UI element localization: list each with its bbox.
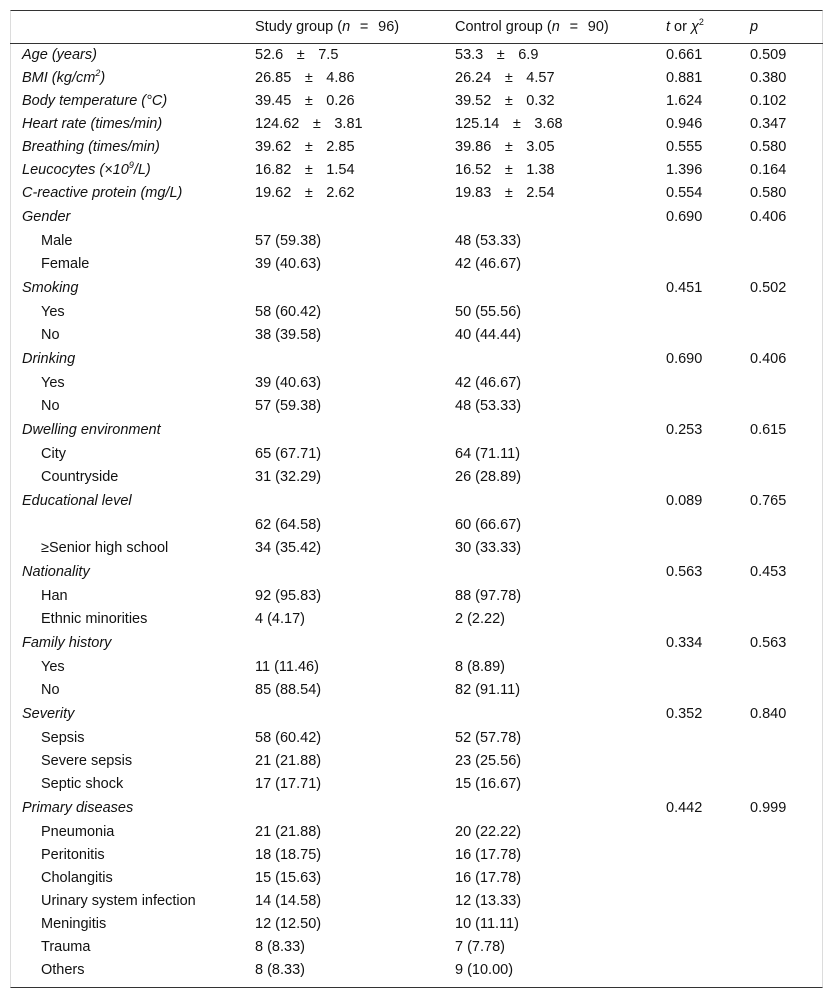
group-label: Smoking: [22, 280, 79, 296]
control-value: [455, 702, 666, 727]
control-value: 42 (46.67): [455, 375, 522, 391]
statistic-value: 0.451: [666, 280, 703, 296]
p-value: 0.999: [750, 800, 787, 816]
p-value: 0.102: [750, 93, 787, 109]
row-label: Severe sepsis: [41, 753, 133, 769]
control-value: 50 (55.56): [455, 304, 522, 320]
row-label: ≥Senior high school: [41, 540, 169, 556]
row-label: No: [41, 398, 60, 414]
row-label: Cholangitis: [41, 870, 113, 886]
row-label: C-reactive protein (mg/L): [22, 185, 183, 201]
p-value: 0.509: [750, 47, 787, 63]
statistic-value: 0.089: [666, 493, 703, 509]
control-value: 88 (97.78): [455, 588, 522, 604]
statistic-value: [666, 395, 750, 418]
group-label: Dwelling environment: [22, 422, 161, 438]
row-label: Han: [41, 588, 68, 604]
row-label: Pneumonia: [41, 824, 115, 840]
control-value: 16 (17.78): [455, 847, 522, 863]
control-value: 39.86 ± 3.05: [455, 139, 555, 155]
study-value: [255, 560, 455, 585]
p-value: [750, 821, 823, 844]
control-value: 16 (17.78): [455, 870, 522, 886]
p-value: [750, 656, 823, 679]
table-row: [10, 44, 823, 68]
p-value: 0.406: [750, 209, 787, 225]
group-row: [10, 205, 823, 230]
header-variable: [10, 12, 255, 44]
study-value: 11 (11.46): [255, 659, 319, 675]
baseline-characteristics-table: [10, 12, 823, 982]
row-label: No: [41, 327, 60, 343]
table-row: [10, 514, 823, 537]
p-value: 0.502: [750, 280, 787, 296]
control-value: 60 (66.67): [455, 517, 522, 533]
statistic-value: [666, 913, 750, 936]
control-value: 15 (16.67): [455, 776, 522, 792]
statistic-value: 0.442: [666, 800, 703, 816]
statistic-value: [666, 443, 750, 466]
study-value: [255, 347, 455, 372]
control-value: 53.3 ± 6.9: [455, 47, 539, 63]
group-label: Family history: [22, 635, 112, 651]
row-label: Ethnic minorities: [41, 611, 148, 627]
p-value: 0.347: [750, 116, 787, 132]
statistic-value: 0.555: [666, 139, 703, 155]
table-row: [10, 608, 823, 631]
p-value: 0.765: [750, 493, 787, 509]
header-p-value: p: [750, 12, 823, 44]
study-value: [255, 489, 455, 514]
row-label: Breathing (times/min): [22, 139, 160, 155]
table-row: [10, 466, 823, 489]
row-label: Yes: [41, 375, 65, 391]
row-label: Yes: [41, 304, 65, 320]
row-label: Heart rate (times/min): [22, 116, 163, 132]
row-label: Leucocytes $(\times 10^9/L)$: [22, 160, 151, 178]
header-control-group: Control group (n = 90): [455, 12, 666, 44]
p-value: 0.453: [750, 564, 787, 580]
row-label: Male: [41, 233, 73, 249]
study-value: 65 (67.71): [255, 446, 322, 462]
p-value: 0.580: [750, 185, 787, 201]
study-value: 57 (59.38): [255, 233, 322, 249]
study-value: 39.45 ± 0.26: [255, 93, 355, 109]
control-value: 64 (71.11): [455, 446, 521, 462]
p-value: 0.580: [750, 139, 787, 155]
statistic-value: 0.253: [666, 422, 703, 438]
p-value: [750, 301, 823, 324]
row-label: Countryside: [41, 469, 119, 485]
statistic-value: 0.352: [666, 706, 703, 722]
control-value: 26 (28.89): [455, 469, 522, 485]
row-label: Age (years): [22, 47, 97, 63]
group-row: [10, 702, 823, 727]
study-value: 31 (32.29): [255, 469, 322, 485]
study-value: 38 (39.58): [255, 327, 322, 343]
statistic-value: [666, 301, 750, 324]
table-row: [10, 372, 823, 395]
table-row: [10, 159, 823, 182]
control-value: 48 (53.33): [455, 398, 522, 414]
row-label: Others: [41, 962, 85, 978]
statistic-value: [666, 679, 750, 702]
study-value: 39 (40.63): [255, 256, 322, 272]
p-value: [750, 936, 823, 959]
group-label: Educational level: [22, 493, 132, 509]
p-value: [750, 537, 823, 560]
p-value: [750, 867, 823, 890]
table-row: [10, 253, 823, 276]
control-value: 125.14 ± 3.68: [455, 116, 563, 132]
p-value: [750, 608, 823, 631]
control-value: 23 (25.56): [455, 753, 522, 769]
p-value: [750, 913, 823, 936]
study-value: 8 (8.33): [255, 939, 305, 955]
row-label: Meningitis: [41, 916, 107, 932]
control-value: 2 (2.22): [455, 611, 505, 627]
table-row: [10, 867, 823, 890]
row-label: Peritonitis: [41, 847, 105, 863]
study-value: [255, 702, 455, 727]
statistic-value: [666, 230, 750, 253]
control-value: 19.83 ± 2.54: [455, 185, 555, 201]
control-value: [455, 560, 666, 585]
p-value: [750, 727, 823, 750]
p-value: [750, 844, 823, 867]
statistic-value: 0.690: [666, 351, 703, 367]
statistic-value: 0.946: [666, 116, 703, 132]
study-value: 62 (64.58): [255, 517, 322, 533]
study-value: [255, 418, 455, 443]
study-value: 4 (4.17): [255, 611, 305, 627]
study-value: 58 (60.42): [255, 304, 322, 320]
control-value: [455, 347, 666, 372]
control-value: 42 (46.67): [455, 256, 522, 272]
table-row: [10, 67, 823, 90]
group-row: [10, 489, 823, 514]
table-header: [10, 12, 823, 44]
p-value: [750, 466, 823, 489]
row-label: City: [41, 446, 66, 462]
control-value: 82 (91.11): [455, 682, 521, 698]
group-row: [10, 560, 823, 585]
study-value: [255, 205, 455, 230]
statistic-value: 0.661: [666, 47, 703, 63]
statistic-value: [666, 727, 750, 750]
table-row: [10, 821, 823, 844]
p-value: [750, 253, 823, 276]
study-value: 17 (17.71): [255, 776, 322, 792]
row-label: Urinary system infection: [41, 893, 196, 909]
p-value: [750, 959, 823, 982]
study-value: 26.85 ± 4.86: [255, 70, 355, 86]
statistic-value: 0.334: [666, 635, 703, 651]
table-row: [10, 182, 823, 205]
p-value: [750, 585, 823, 608]
table-row: [10, 324, 823, 347]
table-row: [10, 537, 823, 560]
table-row: [10, 936, 823, 959]
statistic-value: [666, 750, 750, 773]
study-value: [255, 631, 455, 656]
control-value: 20 (22.22): [455, 824, 522, 840]
row-label: [10, 514, 255, 537]
control-value: [455, 631, 666, 656]
statistic-value: [666, 466, 750, 489]
group-row: [10, 418, 823, 443]
study-value: 92 (95.83): [255, 588, 322, 604]
statistic-value: 0.554: [666, 185, 703, 201]
header-row: [10, 12, 823, 44]
statistic-value: [666, 844, 750, 867]
row-label: Sepsis: [41, 730, 85, 746]
p-value: [750, 750, 823, 773]
control-value: [455, 205, 666, 230]
study-value: 21 (21.88): [255, 824, 322, 840]
group-row: [10, 796, 823, 821]
group-label: Primary diseases: [22, 800, 134, 816]
row-label: Yes: [41, 659, 65, 675]
statistic-value: [666, 537, 750, 560]
study-value: 124.62 ± 3.81: [255, 116, 363, 132]
statistic-value: 1.624: [666, 93, 703, 109]
table-row: [10, 913, 823, 936]
statistic-value: [666, 867, 750, 890]
p-value: [750, 679, 823, 702]
statistic-value: 0.563: [666, 564, 703, 580]
study-value: 57 (59.38): [255, 398, 322, 414]
table-row: [10, 959, 823, 982]
control-value: [455, 489, 666, 514]
table-row: [10, 585, 823, 608]
p-value: 0.840: [750, 706, 787, 722]
study-value: 39 (40.63): [255, 375, 322, 391]
statistic-value: 0.881: [666, 70, 703, 86]
statistic-value: [666, 821, 750, 844]
row-label: Female: [41, 256, 90, 272]
study-value: 39.62 ± 2.85: [255, 139, 355, 155]
row-label: No: [41, 682, 60, 698]
statistic-value: 1.396: [666, 162, 703, 178]
p-value: [750, 514, 823, 537]
row-label: Septic shock: [41, 776, 124, 792]
row-label: Body temperature (°C): [22, 93, 168, 109]
table-row: [10, 136, 823, 159]
study-value: 18 (18.75): [255, 847, 322, 863]
table-row: [10, 395, 823, 418]
table-row: [10, 750, 823, 773]
table-row: [10, 727, 823, 750]
study-value: 12 (12.50): [255, 916, 322, 932]
p-value: 0.406: [750, 351, 787, 367]
p-value: 0.164: [750, 162, 787, 178]
table-row: [10, 773, 823, 796]
table-row: [10, 656, 823, 679]
study-value: 16.82 ± 1.54: [255, 162, 355, 178]
p-value: [750, 443, 823, 466]
statistic-value: [666, 253, 750, 276]
row-label: BMI $(kg/cm^2)$: [22, 68, 106, 86]
study-value: 52.6 ± 7.5: [255, 47, 339, 63]
group-row: [10, 276, 823, 301]
statistic-value: [666, 372, 750, 395]
control-value: [455, 796, 666, 821]
statistic-value: [666, 324, 750, 347]
p-value: [750, 890, 823, 913]
statistic-value: [666, 585, 750, 608]
table-row: [10, 113, 823, 136]
control-value: 16.52 ± 1.38: [455, 162, 555, 178]
study-value: 15 (15.63): [255, 870, 322, 886]
control-value: 7 (7.78): [455, 939, 505, 955]
p-value: [750, 324, 823, 347]
group-row: [10, 631, 823, 656]
statistic-value: 0.690: [666, 209, 703, 225]
control-value: 12 (13.33): [455, 893, 522, 909]
study-value: 8 (8.33): [255, 962, 305, 978]
p-value: [750, 230, 823, 253]
group-label: Drinking: [22, 351, 76, 367]
table-row: [10, 890, 823, 913]
study-value: [255, 276, 455, 301]
p-value: [750, 773, 823, 796]
p-value: 0.563: [750, 635, 787, 651]
group-label: Severity: [22, 706, 75, 722]
study-value: [255, 796, 455, 821]
table-row: [10, 679, 823, 702]
statistic-value: [666, 608, 750, 631]
group-label: Gender: [22, 209, 71, 225]
control-value: [455, 276, 666, 301]
control-value: 9 (10.00): [455, 962, 514, 978]
table-row: [10, 90, 823, 113]
statistic-value: [666, 514, 750, 537]
control-value: [455, 418, 666, 443]
control-value: 10 (11.11): [455, 916, 519, 932]
group-label: Nationality: [22, 564, 90, 580]
control-value: 26.24 ± 4.57: [455, 70, 555, 86]
p-value: 0.380: [750, 70, 787, 86]
p-value: 0.615: [750, 422, 787, 438]
table-row: [10, 443, 823, 466]
statistic-value: [666, 936, 750, 959]
table-row: [10, 301, 823, 324]
statistic-value: [666, 656, 750, 679]
control-value: 30 (33.33): [455, 540, 522, 556]
study-value: 14 (14.58): [255, 893, 322, 909]
control-value: 8 (8.89): [455, 659, 505, 675]
study-value: 85 (88.54): [255, 682, 322, 698]
statistic-value: [666, 890, 750, 913]
p-value: [750, 372, 823, 395]
study-value: 58 (60.42): [255, 730, 322, 746]
header-statistic: t or $\chi^2$: [666, 12, 750, 44]
row-label: Trauma: [41, 939, 91, 955]
statistic-value: [666, 959, 750, 982]
control-value: 40 (44.44): [455, 327, 522, 343]
group-row: [10, 347, 823, 372]
study-value: 19.62 ± 2.62: [255, 185, 355, 201]
control-value: 52 (57.78): [455, 730, 522, 746]
study-value: 34 (35.42): [255, 540, 322, 556]
p-value: [750, 395, 823, 418]
table-row: [10, 230, 823, 253]
table-body: [10, 44, 823, 983]
header-study-group: Study group (n = 96): [255, 12, 455, 44]
control-value: 48 (53.33): [455, 233, 522, 249]
control-value: 39.52 ± 0.32: [455, 93, 555, 109]
table-row: [10, 844, 823, 867]
statistic-value: [666, 773, 750, 796]
study-value: 21 (21.88): [255, 753, 322, 769]
